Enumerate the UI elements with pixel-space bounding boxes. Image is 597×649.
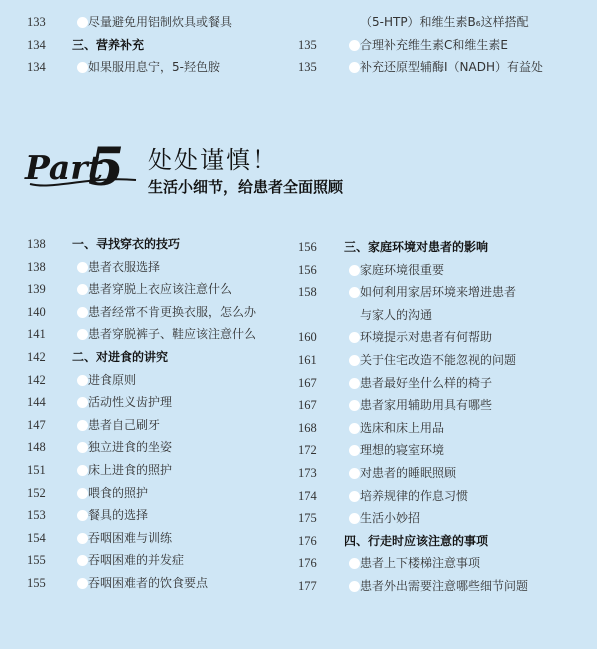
page-number: 134 <box>27 60 46 74</box>
entry-title: 补充还原型辅酶Ⅰ（NADH）有益处 <box>360 60 543 74</box>
toc-entry-row <box>298 350 593 370</box>
entry-title: 患者经常不肯更换衣服，怎么办 <box>88 304 257 319</box>
entry-title: 吞咽困难的并发症 <box>88 553 185 568</box>
page-number: 172 <box>298 443 317 458</box>
bullet-dot-icon <box>349 513 360 524</box>
page-number: 142 <box>27 350 46 364</box>
entry-title: 床上进食的照护 <box>88 463 173 477</box>
entry-title: 喂食的照护 <box>88 485 149 500</box>
entry-title: 活动性义齿护理 <box>88 395 173 410</box>
toc-entry-row <box>27 573 297 593</box>
bullet-dot-icon <box>77 442 88 453</box>
toc-entry-row <box>298 57 593 77</box>
entry-title: 对患者的睡眠照顾 <box>360 466 457 480</box>
entry-title: 患者家用辅助用具有哪些 <box>360 398 493 413</box>
toc-section-row <box>298 237 593 257</box>
page-number: 135 <box>298 37 317 52</box>
entry-title: 生活小妙招 <box>360 511 421 526</box>
toc-entry-row <box>27 302 297 322</box>
entry-title: 患者最好坐什么样的椅子 <box>360 375 493 390</box>
page-number: 147 <box>27 417 46 432</box>
page-number: 154 <box>27 530 46 545</box>
page-number: 144 <box>27 395 46 410</box>
toc-entry-row <box>298 553 593 573</box>
toc-entry-row <box>27 460 297 480</box>
section-heading: 一、寻找穿衣的技巧 <box>72 237 181 251</box>
entry-title: 关于住宅改造不能忽视的问题 <box>360 353 517 367</box>
toc-section-row <box>27 35 297 55</box>
page-number: 160 <box>298 330 317 345</box>
toc-right-column <box>298 237 593 597</box>
toc-entry-row <box>27 257 297 277</box>
bullet-dot-icon <box>349 287 360 298</box>
toc-entry-row <box>298 440 593 460</box>
entry-title: 环境提示对患者有何帮助 <box>360 330 493 345</box>
page-number: 155 <box>27 576 46 590</box>
bullet-dot-icon <box>349 558 360 569</box>
toc-entry-row <box>27 392 297 412</box>
toc-entry-row <box>27 415 297 435</box>
toc-entry-row <box>298 260 593 280</box>
part-swash-decoration <box>28 172 138 190</box>
entry-title: 患者外出需要注意哪些细节问题 <box>360 579 529 593</box>
bullet-dot-icon <box>349 40 360 51</box>
toc-entry-row <box>27 57 297 77</box>
page-number: 168 <box>298 420 317 435</box>
bullet-dot-icon <box>349 355 360 366</box>
section-heading: 三、营养补充 <box>72 37 145 52</box>
bullet-dot-icon <box>349 265 360 276</box>
toc-entry-row <box>27 505 297 525</box>
bullet-dot-icon <box>77 62 88 73</box>
entry-title: 尽量避免用铝制炊具或餐具 <box>88 15 233 29</box>
bullet-dot-icon <box>77 465 88 476</box>
toc-entry-row <box>298 576 593 596</box>
page-number: 174 <box>298 488 317 503</box>
bullet-dot-icon <box>349 378 360 389</box>
entry-title: 培养规律的作息习惯 <box>360 488 469 503</box>
toc-entry-row <box>27 528 297 548</box>
toc-entry-row <box>27 12 297 32</box>
toc-entry-row <box>27 550 297 570</box>
entry-title: 独立进食的坐姿 <box>88 440 173 455</box>
entry-title: 患者自己刷牙 <box>88 417 161 432</box>
toc-entry-row <box>298 12 593 32</box>
toc-entry-row <box>27 279 297 299</box>
toc-entry-row <box>27 483 297 503</box>
entry-title: 患者穿脱裤子、鞋应该注意什么 <box>88 327 257 342</box>
page-number: 155 <box>27 553 46 568</box>
bullet-dot-icon <box>77 307 88 318</box>
page-number: 177 <box>298 579 317 593</box>
entry-title: 如何利用家居环境来增进患者 <box>360 285 517 300</box>
toc-section-row <box>27 347 297 367</box>
toc-entry-row <box>298 486 593 506</box>
page-number: 133 <box>27 15 46 29</box>
toc-entry-row <box>298 418 593 438</box>
page-number: 140 <box>27 304 46 319</box>
page-number: 175 <box>298 511 317 526</box>
bullet-dot-icon <box>349 400 360 411</box>
page-number: 139 <box>27 282 46 297</box>
bullet-dot-icon <box>77 397 88 408</box>
page-number: 167 <box>298 398 317 413</box>
bullet-dot-icon <box>349 468 360 479</box>
entry-title: 如果服用息宁，5-羟色胺 <box>88 60 220 74</box>
bullet-dot-icon <box>77 533 88 544</box>
entry-title: 进食原则 <box>88 372 137 387</box>
toc-entry-row <box>298 373 593 393</box>
bullet-dot-icon <box>77 420 88 431</box>
bullet-dot-icon <box>77 488 88 499</box>
entry-title: （5-HTP）和维生素B₆这样搭配 <box>360 15 529 29</box>
entry-title: 与家人的沟通 <box>360 307 433 322</box>
toc-entry-row <box>298 508 593 528</box>
page-number: 138 <box>27 237 46 251</box>
entry-title: 患者衣服选择 <box>88 259 161 274</box>
bullet-dot-icon <box>349 581 360 592</box>
bullet-dot-icon <box>349 445 360 456</box>
page-number: 156 <box>298 240 317 254</box>
toc-left-column <box>27 234 297 594</box>
bullet-dot-icon <box>349 62 360 73</box>
page-number: 158 <box>298 285 317 300</box>
bullet-dot-icon <box>77 375 88 386</box>
toc-entry-row <box>298 395 593 415</box>
toc-entry-row <box>298 463 593 483</box>
page-number: 176 <box>298 556 317 571</box>
bullet-dot-icon <box>77 510 88 521</box>
entry-title: 吞咽困难者的饮食要点 <box>88 576 209 590</box>
toc-entry-row <box>298 305 593 325</box>
part-number: 5 <box>88 137 125 198</box>
entry-title: 患者上下楼梯注意事项 <box>360 556 481 571</box>
page-number: 152 <box>27 485 46 500</box>
section-heading: 四、行走时应该注意的事项 <box>344 533 489 548</box>
entry-title: 理想的寝室环境 <box>360 443 445 458</box>
page-number: 153 <box>27 508 46 523</box>
toc-entry-row <box>298 327 593 347</box>
part-subtitle: 生活小细节，给患者全面照顾 <box>148 178 344 196</box>
section-heading: 二、对进食的讲究 <box>72 350 169 364</box>
entry-title: 餐具的选择 <box>88 508 149 523</box>
toc-entry-row <box>27 437 297 457</box>
entry-title: 患者穿脱上衣应该注意什么 <box>88 282 233 297</box>
bullet-dot-icon <box>349 332 360 343</box>
page-number: 161 <box>298 353 317 367</box>
bullet-dot-icon <box>77 284 88 295</box>
page-number: 173 <box>298 466 317 480</box>
toc-entry-row <box>298 282 593 302</box>
part-title: 处处谨慎！ <box>148 146 278 174</box>
page-number: 176 <box>298 533 317 548</box>
bullet-dot-icon <box>77 17 88 28</box>
toc-entry-row <box>27 370 297 390</box>
page-number: 138 <box>27 259 46 274</box>
top-right-column <box>298 12 593 76</box>
toc-entry-row <box>27 324 297 344</box>
bullet-dot-icon <box>77 329 88 340</box>
entry-title: 选床和床上用品 <box>360 420 445 435</box>
page-number: 134 <box>27 37 46 52</box>
entry-title: 合理补充维生素C和维生素E <box>360 37 508 52</box>
bullet-dot-icon <box>77 555 88 566</box>
toc-section-row <box>298 531 593 551</box>
page-number: 167 <box>298 375 317 390</box>
toc-section-row <box>27 234 297 254</box>
page-number: 156 <box>298 262 317 277</box>
page-number: 142 <box>27 372 46 387</box>
part-word: Part <box>25 148 103 187</box>
bullet-dot-icon <box>77 578 88 589</box>
page-number: 151 <box>27 463 46 477</box>
bullet-dot-icon <box>349 491 360 502</box>
entry-title: 家庭环境很重要 <box>360 262 445 277</box>
top-left-column <box>27 12 297 76</box>
section-heading: 三、家庭环境对患者的影响 <box>344 240 489 254</box>
page-number: 135 <box>298 60 317 74</box>
bullet-dot-icon <box>349 423 360 434</box>
page-number: 148 <box>27 440 46 455</box>
page-number: 141 <box>27 327 46 342</box>
entry-title: 吞咽困难与训练 <box>88 530 173 545</box>
toc-entry-row <box>298 35 593 55</box>
bullet-dot-icon <box>77 262 88 273</box>
